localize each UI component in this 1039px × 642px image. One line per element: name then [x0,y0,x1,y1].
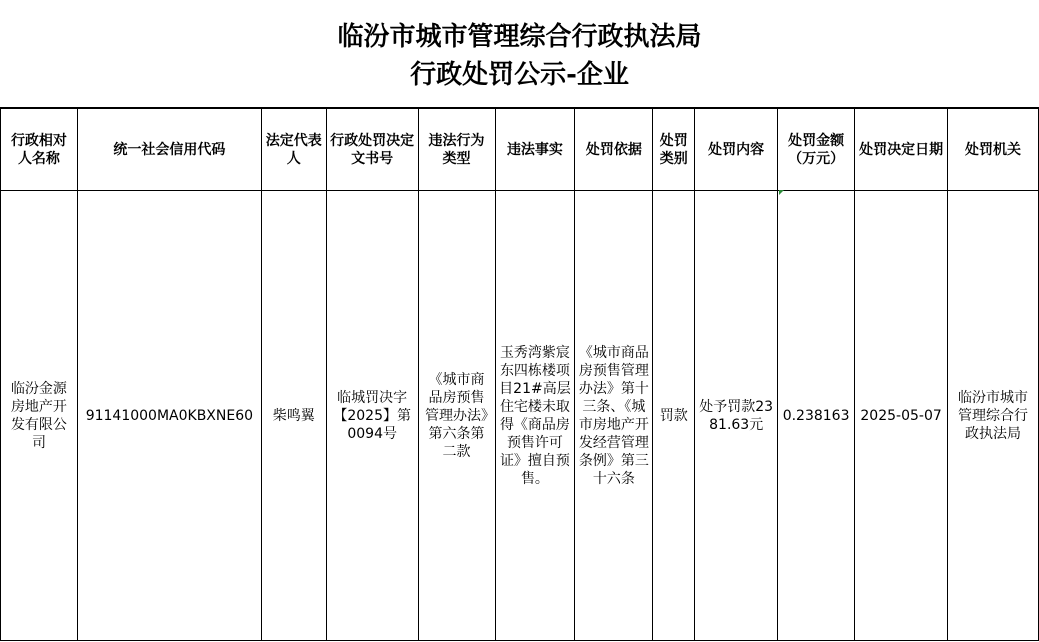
penalty-table [0,108,1039,641]
header-cell-doc-no[interactable]: 行政处罚决定文书号 [326,109,418,191]
header-cell-amount[interactable]: 处罚金额（万元） [778,109,855,191]
header-cell-credit-code[interactable]: 统一社会信用代码 [77,109,261,191]
cell-date[interactable]: 2025-05-07 [855,191,948,641]
cell-credit-code[interactable]: 91141000MA0KBXNE60 [77,191,261,641]
cell-category[interactable]: 罚款 [653,191,695,641]
cell-authority[interactable]: 临汾市城市管理综合行政执法局 [948,191,1039,641]
header-cell-entity[interactable]: 行政相对人名称 [1,109,78,191]
cell-doc-no[interactable]: 临城罚决字【2025】第0094号 [326,191,418,641]
comment-indicator-icon [779,190,784,195]
page-subtitle: 行政处罚公示-企业 [410,60,629,90]
cell-facts[interactable]: 玉秀湾紫宸东四栋楼项目21#高层住宅楼未取得《商品房预售许可证》擅自预售。 [495,191,575,641]
cell-violation-type[interactable]: 《城市商品房预售管理办法》第六条第二款 [418,191,495,641]
page-title: 临汾市城市管理综合行政执法局 [337,22,702,52]
cell-basis[interactable]: 《城市商品房预售管理办法》第十三条、《城市房地产开发经营管理条例》第三十六条 [575,191,653,641]
header-cell-date[interactable]: 处罚决定日期 [855,109,948,191]
cell-entity[interactable]: 临汾金源房地产开发有限公司 [1,191,78,641]
header-cell-category[interactable]: 处罚类别 [653,109,695,191]
header-cell-legal-rep[interactable]: 法定代表人 [261,109,326,191]
header-cell-content[interactable]: 处罚内容 [695,109,778,191]
title-area [0,0,1039,108]
cell-amount[interactable]: 0.238163 [778,191,855,641]
cell-content[interactable]: 处予罚款2381.63元 [695,191,778,641]
header-cell-basis[interactable]: 处罚依据 [575,109,653,191]
header-row [1,109,1039,191]
header-cell-authority[interactable]: 处罚机关 [948,109,1039,191]
header-cell-facts[interactable]: 违法事实 [495,109,575,191]
cell-legal-rep[interactable]: 柴鸣翼 [261,191,326,641]
header-cell-violation-type[interactable]: 违法行为类型 [418,109,495,191]
table-row [1,191,1039,641]
